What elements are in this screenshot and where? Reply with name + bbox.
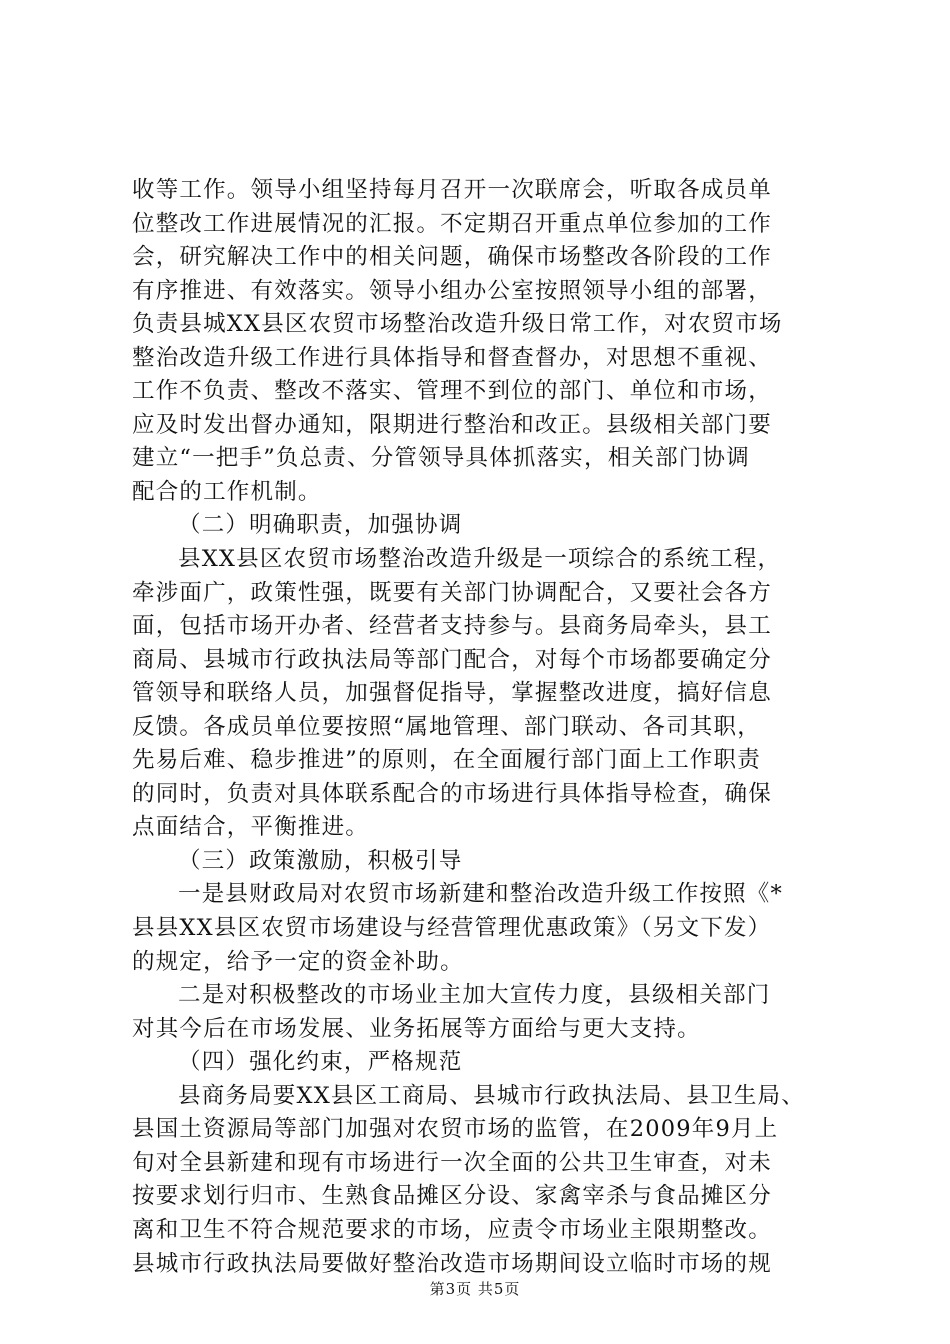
text-line: 位整改工作进展情况的汇报。不定期召开重点单位参加的工作 [132,210,772,237]
text-line: 建立“一把手”负总责、分管领导具体抓落实，相关部门协调 [132,445,750,472]
text-line: 反馈。各成员单位要按照“属地管理、部门联动、各司其职， [132,713,761,740]
text-line: 对其今后在市场发展、业务拓展等方面给与更大支持。 [132,1015,701,1042]
text-line: 先易后难、稳步推进”的原则，在全面履行部门面上工作职责 [132,747,761,774]
text-line: 工作不负责、整改不落实、管理不到位的部门、单位和市场， [132,378,772,405]
text-line: （二）明确职责，加强协调 [178,512,463,539]
text-line: 有序推进、有效落实。领导小组办公室按照领导小组的部署， [132,277,772,304]
text-line: 县县XX县区农贸市场建设与经营管理优惠政策》（另文下发） [132,915,772,942]
text-line: 商局、县城市行政执法局等部门配合，对每个市场都要确定分 [132,646,772,673]
text-line: 的同时，负责对具体联系配合的市场进行具体指导检查，确保 [132,780,772,807]
document-body [132,174,832,1281]
text-line: 离和卫生不符合规范要求的市场，应责令市场业主限期整改。 [132,1216,772,1243]
text-line: （四）强化约束，严格规范 [178,1049,463,1076]
text-line: 按要求划行归市、生熟食品摊区分设、家禽宰杀与食品摊区分 [132,1183,772,1210]
text-line: 二是对积极整改的市场业主加大宣传力度，县级相关部门 [178,982,771,1009]
text-line: 的规定，给予一定的资金补助。 [132,948,464,975]
text-line: 应及时发出督办通知，限期进行整治和改正。县级相关部门要 [132,411,772,438]
text-line: 整治改造升级工作进行具体指导和督查督办，对思想不重视、 [132,344,772,371]
text-line: 县国土资源局等部门加强对农贸市场的监管，在2009年9月上 [132,1116,779,1143]
text-line: 县XX县区农贸市场整治改造升级是一项综合的系统工程， [178,546,782,573]
text-line: 管领导和联络人员，加强督促指导，掌握整改进度，搞好信息 [132,680,772,707]
text-line: 收等工作。领导小组坚持每月召开一次联席会，听取各成员单 [132,177,772,203]
text-line: 负责县城XX县区农贸市场整治改造升级日常工作，对农贸市场 [132,311,783,338]
text-line: 县商务局要XX县区工商局、县城市行政执法局、县卫生局、 [178,1082,805,1109]
text-line: 点面结合，平衡推进。 [132,814,370,841]
text-line: 一是县财政局对农贸市场新建和整治改造升级工作按照《* [178,881,783,908]
page-footer: 第3页 共5页 [429,1280,521,1298]
text-line: 县城市行政执法局要做好整治改造市场期间设立临时市场的规 [132,1250,772,1277]
text-line: 面，包括市场开办者、经营者支持参与。县商务局牵头，县工 [132,613,772,640]
text-line: （三）政策激励，积极引导 [178,847,463,874]
text-line: 牵涉面广，政策性强，既要有关部门协调配合，又要社会各方 [132,579,772,606]
text-line: 配合的工作机制。 [132,478,322,505]
text-line: 旬对全县新建和现有市场进行一次全面的公共卫生审查，对未 [132,1149,772,1176]
text-line: 会，研究解决工作中的相关问题，确保市场整改各阶段的工作 [132,244,772,271]
